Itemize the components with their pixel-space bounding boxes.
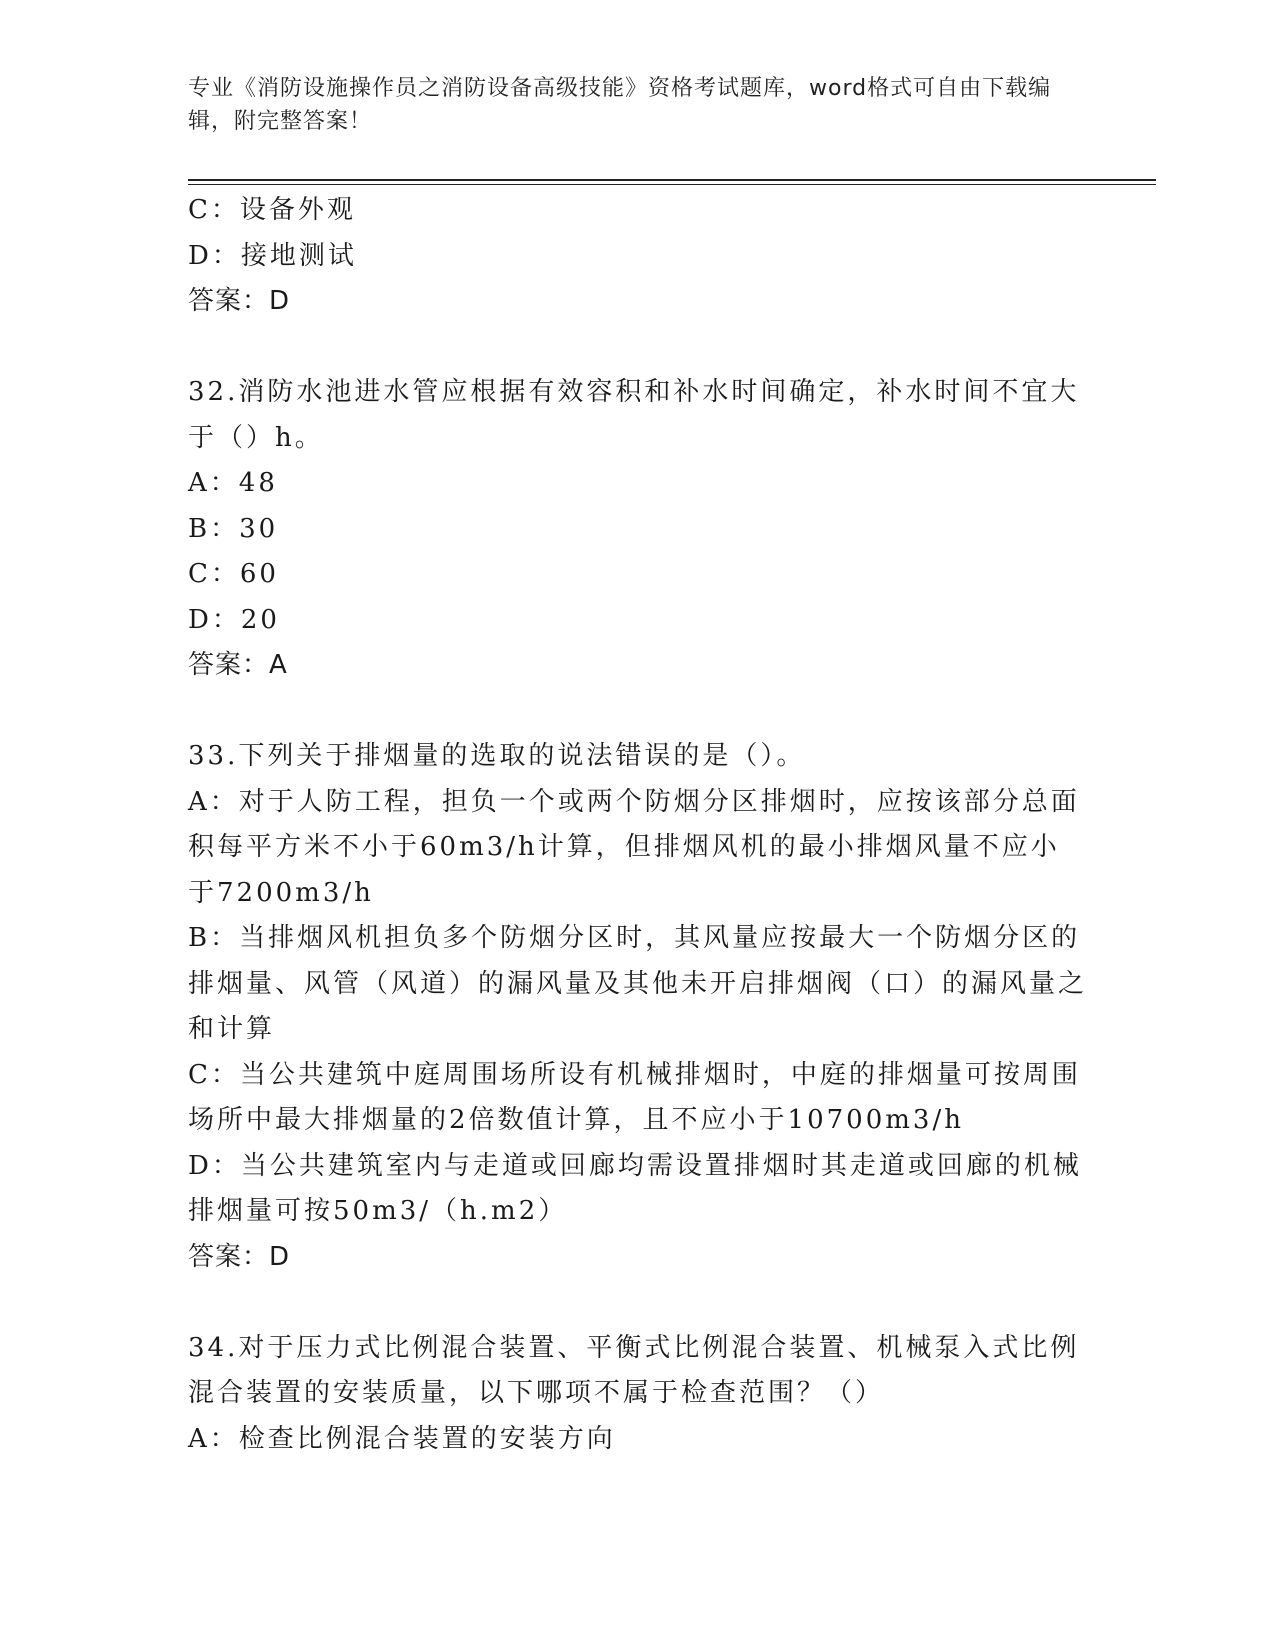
- question-stem: 34.对于压力式比例混合装置、平衡式比例混合装置、机械泵入式比例混合装置的安装质量，以下哪项不属于检查范围？（）: [188, 1332, 1080, 1408]
- option-a: A：对于人防工程，担负一个或两个防烟分区排烟时，应按该部分总面积每平方米不小于60m3/h计算，但排烟风机的最小排烟风量不应小于7200m3/h: [188, 786, 1080, 908]
- header-divider-thin: [188, 184, 1156, 185]
- option-b: B：30: [188, 513, 279, 544]
- document-header: 专业《消防设施操作员之消防设备高级技能》资格考试题库，word格式可自由下载编辑，附完整答案！: [188, 76, 1052, 134]
- spacer: [188, 689, 1088, 735]
- question-stem: 32.消防水池进水管应根据有效容积和补水时间确定，补水时间不宜大于（）h。: [188, 377, 1080, 453]
- answer-line: 答案：A: [188, 650, 288, 680]
- question-stem: 33.下列关于排烟量的选取的说法错误的是（）。: [188, 741, 806, 771]
- option-c: C：设备外观: [188, 195, 356, 225]
- question-31-tail: [188, 188, 1088, 325]
- question-content: [188, 188, 1088, 1462]
- option-d: D：20: [188, 604, 280, 635]
- header-divider-thick: [188, 179, 1156, 181]
- option-d: D：当公共建筑室内与走道或回廊均需设置排烟时其走道或回廊的机械排烟量可按50m3/（h.m2）: [188, 1150, 1082, 1226]
- question-33: [188, 734, 1088, 1280]
- option-d: D：接地测试: [188, 240, 357, 271]
- answer-line: 答案：D: [188, 286, 291, 316]
- spacer: [188, 325, 1088, 371]
- option-c: C：60: [188, 559, 279, 589]
- spacer: [188, 1280, 1088, 1326]
- option-a: A：48: [188, 468, 278, 498]
- answer-line: 答案：D: [188, 1241, 291, 1272]
- question-34: [188, 1326, 1088, 1463]
- option-a: A：检查比例混合装置的安装方向: [188, 1423, 616, 1454]
- question-32: [188, 370, 1088, 689]
- option-b: B：当排烟风机担负多个防烟分区时，其风量应按最大一个防烟分区的排烟量、风管（风道）的漏风量及其他未开启排烟阀（口）的漏风量之和计算: [188, 923, 1088, 1044]
- option-c: C：当公共建筑中庭周围场所设有机械排烟时，中庭的排烟量可按周围场所中最大排烟量的2倍数值计算，且不应小于10700m3/h: [188, 1059, 1081, 1135]
